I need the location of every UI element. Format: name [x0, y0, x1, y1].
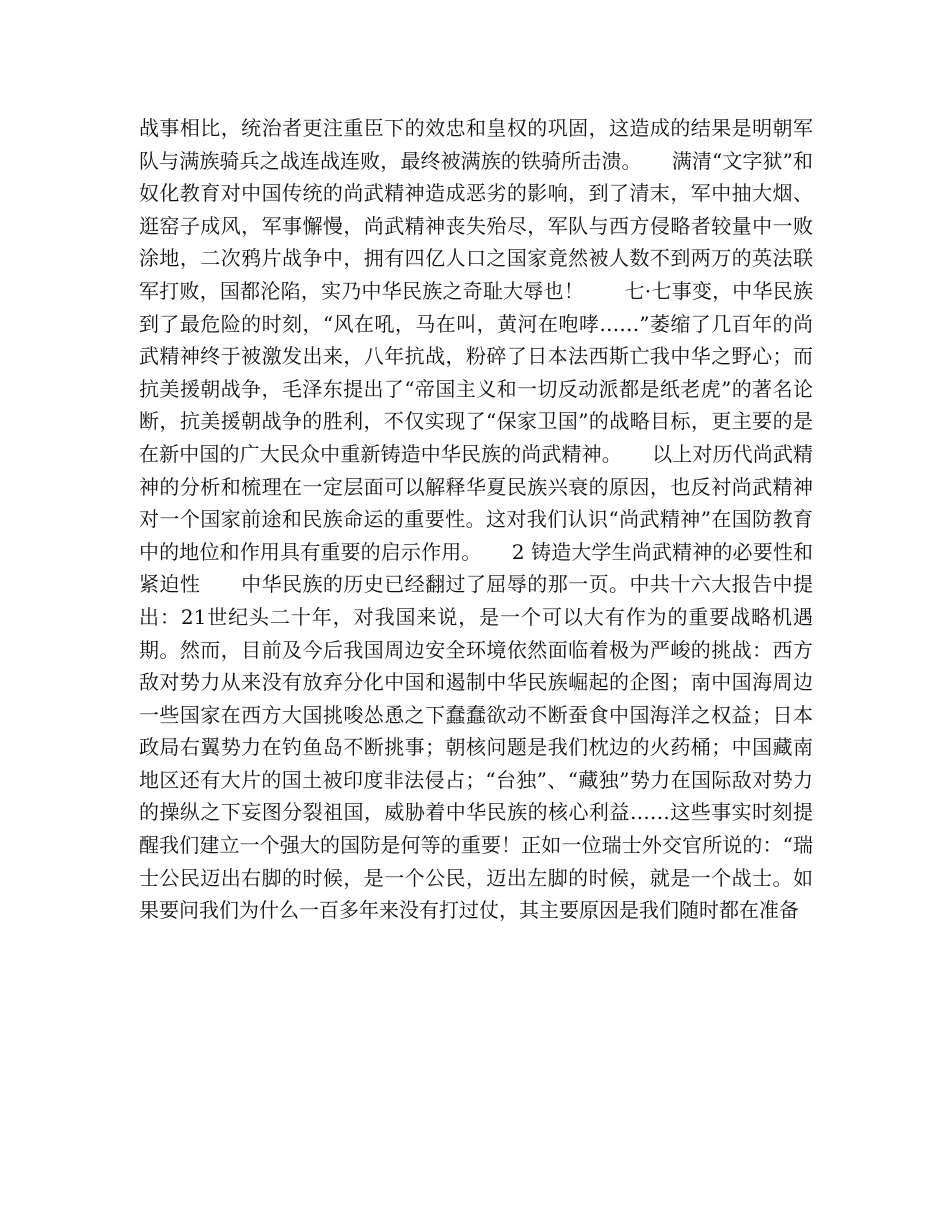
body-paragraph: 战事相比，统治者更注重臣下的效忠和皇权的巩固，这造成的结果是明朝军队与满族骑兵之战连战连败，最终被满族的铁骑所击溃。 满清“文字狱”和奴化教育对中国传统的尚武精神造成恶劣的影响，到了清末，军中抽大烟、逛窑子成风，军事懈慢，尚武精神丧失殆尽，军队与西方侵略者较量中一败涂地，二次鸦片战争中，拥有四亿人口之国家竟然被人数不到两万的英法联军打败，国都沦陷，实乃中华民族之奇耻大辱也！ 七·七事变，中华民族到了最危险的时刻，“风在吼，马在叫，黄河在咆哮……”萎缩了几百年的尚武精神终于被激发出来，八年抗战，粉碎了日本法西斯亡我中华之野心；而抗美援朝战争，毛泽东提出了“帝国主义和一切反动派都是纸老虎”的著名论断，抗美援朝战争的胜利，不仅实现了“保家卫国”的战略目标，更主要的是在新中国的广大民众中重新铸造中华民族的尚武精神。 以上对历代尚武精神的分析和梳理在一定层面可以解释华夏民族兴衰的原因，也反衬尚武精神对一个国家前途和民族命运的重要性。这对我们认识“尚武精神”在国防教育中的地位和作用具有重要的启示作用。 2 铸造大学生尚武精神的必要性和紧迫性 中华民族的历史已经翻过了屈辱的那一页。中共十六大报告中提出：21世纪头二十年，对我国来说，是一个可以大有作为的重要战略机遇期。然而，目前及今后我国周边安全环境依然面临着极为严峻的挑战：西方敌对势力从来没有放弃分化中国和遏制中华民族崛起的企图；南中国海周边一些国家在西方大国挑唆怂恿之下蠢蠢欲动不断蚕食中国海洋之权益；日本政局右翼势力在钓鱼岛不断挑事；朝核问题是我们枕边的火药桶；中国藏南地区还有大片的国土被印度非法侵占；“台独”、“藏独”势力在国际敌对势力的操纵之下妄图分裂祖国，威胁着中华民族的核心利益……这些事实时刻提醒我们建立一个强大的国防是何等的重要！正如一位瑞士外交官所说的：“瑞士公民迈出右脚的时候，是一个公民，迈出左脚的时候，就是一个战士。如果要问我们为什么一百多年来没有打过仗，其主要原因是我们随时都在准备 [139, 116, 813, 923]
